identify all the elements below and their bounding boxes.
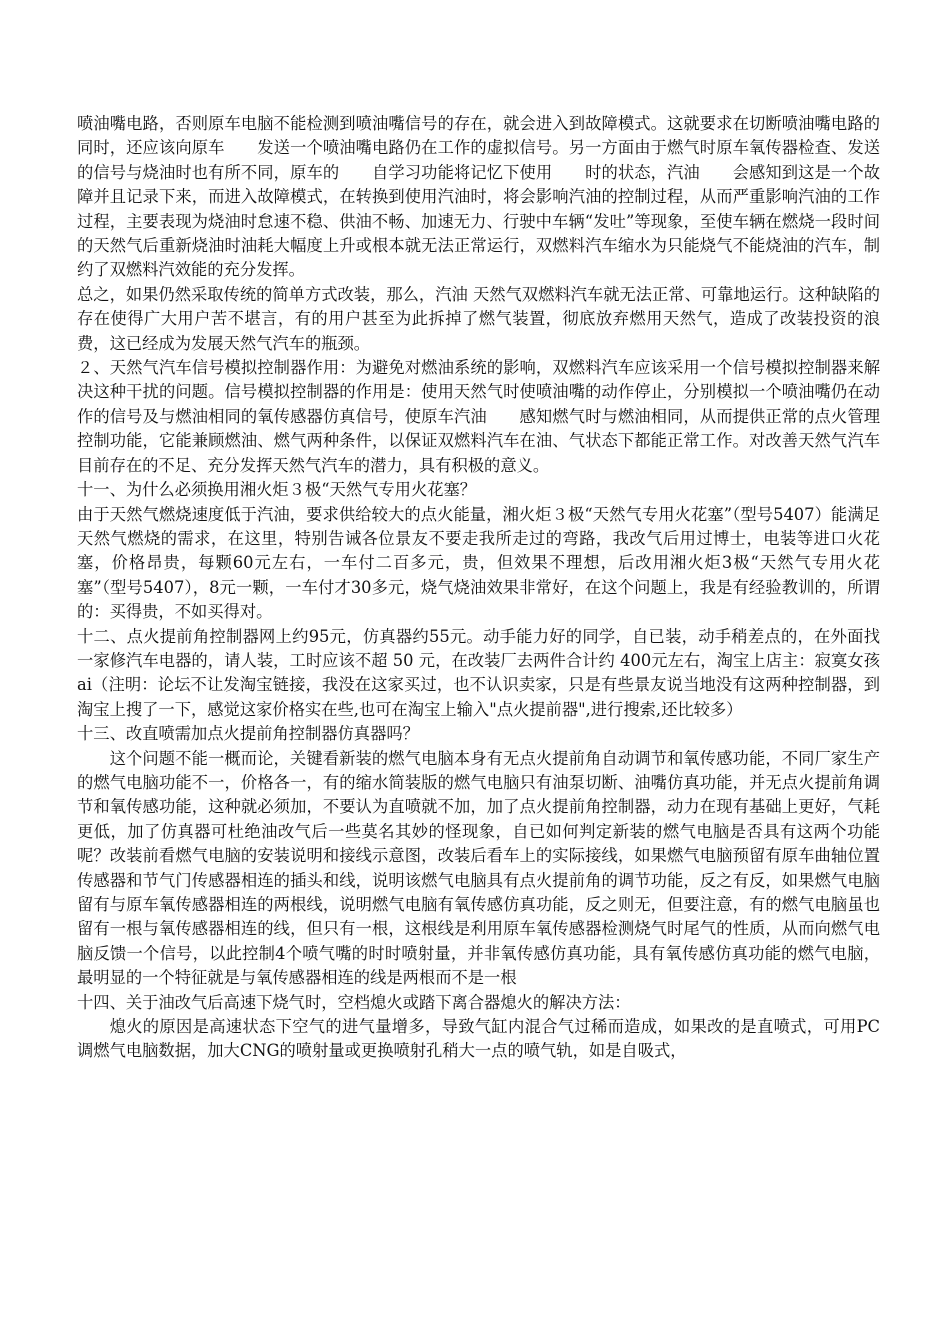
section-heading-13: 十三、改直喷需加点火提前角控制器仿真器吗？ [77, 724, 419, 744]
paragraph-direct-injection: 这个问题不能一概而论，关键看新装的燃气电脑本身有无点火提前角自动调节和氧传感功能，不同厂家生产的燃气电脑功能不一，价格各一，有的缩水简装版的燃气电脑只有油泵切断、油嘴仿真功能，并无点火提前角调节和氧传感功能，这种就必须加，不要认为直喷就不加，加了点火提前角控制器，动力在现有基础上更好，气耗更低，加了仿真器可杜绝油改气后一些莫名其妙的怪现象，自已如何判定新装的燃气电脑是否具有这两个功能呢？改装前看燃气电脑的安装说明和接线示意图，改装后看车上的实际接线，如果燃气电脑预留有原车曲轴位置传感器和节气门传感器相连的插头和线，说明该燃气电脑具有点火提前角的调节功能，反之有反，如果燃气电脑留有与原车氧传感器相连的两根线，说明燃气电脑有氧传感仿真功能，反之则无，但要注意，有的燃气电脑虽也留有一根与氧传感器相连的线，但只有一根，这根线是利用原车氧传感器检测烧气时尾气的性质，从而向燃气电脑反馈一个信号，以此控制4个喷气嘴的时时喷射量，并非氧传感仿真功能，具有氧传感仿真功能的燃气电脑，最明显的一个特征就是与氧传感器相连的线是两根而不是一根 [77, 748, 880, 988]
section-heading-11: 十一、为什么必须换用湘火炬３极“天然气专用火花塞？ [77, 480, 477, 500]
paragraph-spark-plug: 由于天然气燃烧速度低于汽油，要求供给较大的点火能量，湘火炬３极“天然气专用火花塞”（型号5407）能满足天然气燃烧的需求，在这里，特别告诫各位景友不要走我所走过的弯路，我改气后用过博士，电装等进口火花塞，价格昂贵，每颗60元左右，一车付二百多元，贵，但效果不理想，后改用湘火炬3极“天然气专用火花塞”（型号5407），8元一颗，一车付才30多元，烧气烧油效果非常好，在这个问题上，我是有经验教训的，所谓的：买得贵，不如买得对。 [77, 504, 880, 622]
paragraph-summary: 总之，如果仍然采取传统的简单方式改装，那么，汽油 天然气双燃料汽车就无法正常、可靠地运行。这种缺陷的存在使得广大用户苦不堪言，有的用户甚至为此拆掉了燃气装置，彻底放弃燃用天然气，造成了改装投资的浪费，这已经成为发展天然气汽车的瓶颈。 [77, 284, 880, 353]
section-heading-12: 十二、点火提前角控制器网上约95元，仿真器约55元。动手能力好的同学，自已装，动手稍差点的，在外面找一家修汽车电器的，请人装，工时应该不超 50 元，在改装厂去两件合计约 400元左右，淘宝上店主：寂寞女孩ai（注明：论坛不让发淘宝链接，我没在这家买过，也不认识卖家，只是有些景友说当地没有这两种控制器，到淘宝上搜了一下，感觉这家价格实在些,也可在淘宝上输入"点火提前器",进行搜索,还比较多） [77, 626, 880, 719]
paragraph-stall-cause: 熄火的原因是高速状态下空气的进气量增多，导致气缸内混合气过稀而造成，如果改的是直喷式，可用PC调燃气电脑数据，加大CNG的喷射量或更换喷射孔稍大一点的喷气轨，如是自吸式， [77, 1017, 880, 1061]
document-page [77, 112, 880, 1064]
section-heading-14: 十四、关于油改气后高速下烧气时，空档熄火或踏下离合器熄火的解决方法： [77, 992, 631, 1012]
paragraph-signal-explanation: 喷油嘴电路，否则原车电脑不能检测到喷油嘴信号的存在，就会进入到故障模式。这就要求在切断喷油嘴电路的同时，还应该向原车 发送一个喷油嘴电路仍在工作的虚拟信号。另一方面由于燃气时原车氧传器检查、发送的信号与烧油时也有所不同，原车的 自学习功能将记忆下使用 时的状态，汽油 会感知到这是一个故障并且记录下来，而进入故障模式，在转换到使用汽油时，将会影响汽油的控制过程，从而严重影响汽油的工作过程，主要表现为烧油时怠速不稳、供油不畅、加速无力、行驶中车辆“发吐”等现象，至使车辆在燃烧一段时间的天然气后重新烧油时油耗大幅度上升或根本就无法正常运行，双燃料汽车缩水为只能烧气不能烧油的汽车，制约了双燃料汽效能的充分发挥。 [77, 114, 880, 280]
paragraph-simulator-function: ２、天然气汽车信号模拟控制器作用：为避免对燃油系统的影响，双燃料汽车应该采用一个信号模拟控制器来解决这种干扰的问题。信号模拟控制器的作用是：使用天然气时使喷油嘴的动作停止，分别模拟一个喷油嘴仍在动作的信号及与燃油相同的氧传感器仿真信号，使原车汽油 感知燃气时与燃油相同，从而提供正常的点火管理控制功能，它能兼顾燃油、燃气两种条件，以保证双燃料汽车在油、气状态下都能正常工作。对改善天然气汽车目前存在的不足、充分发挥天然气汽车的潜力，具有积极的意义。 [77, 358, 880, 475]
